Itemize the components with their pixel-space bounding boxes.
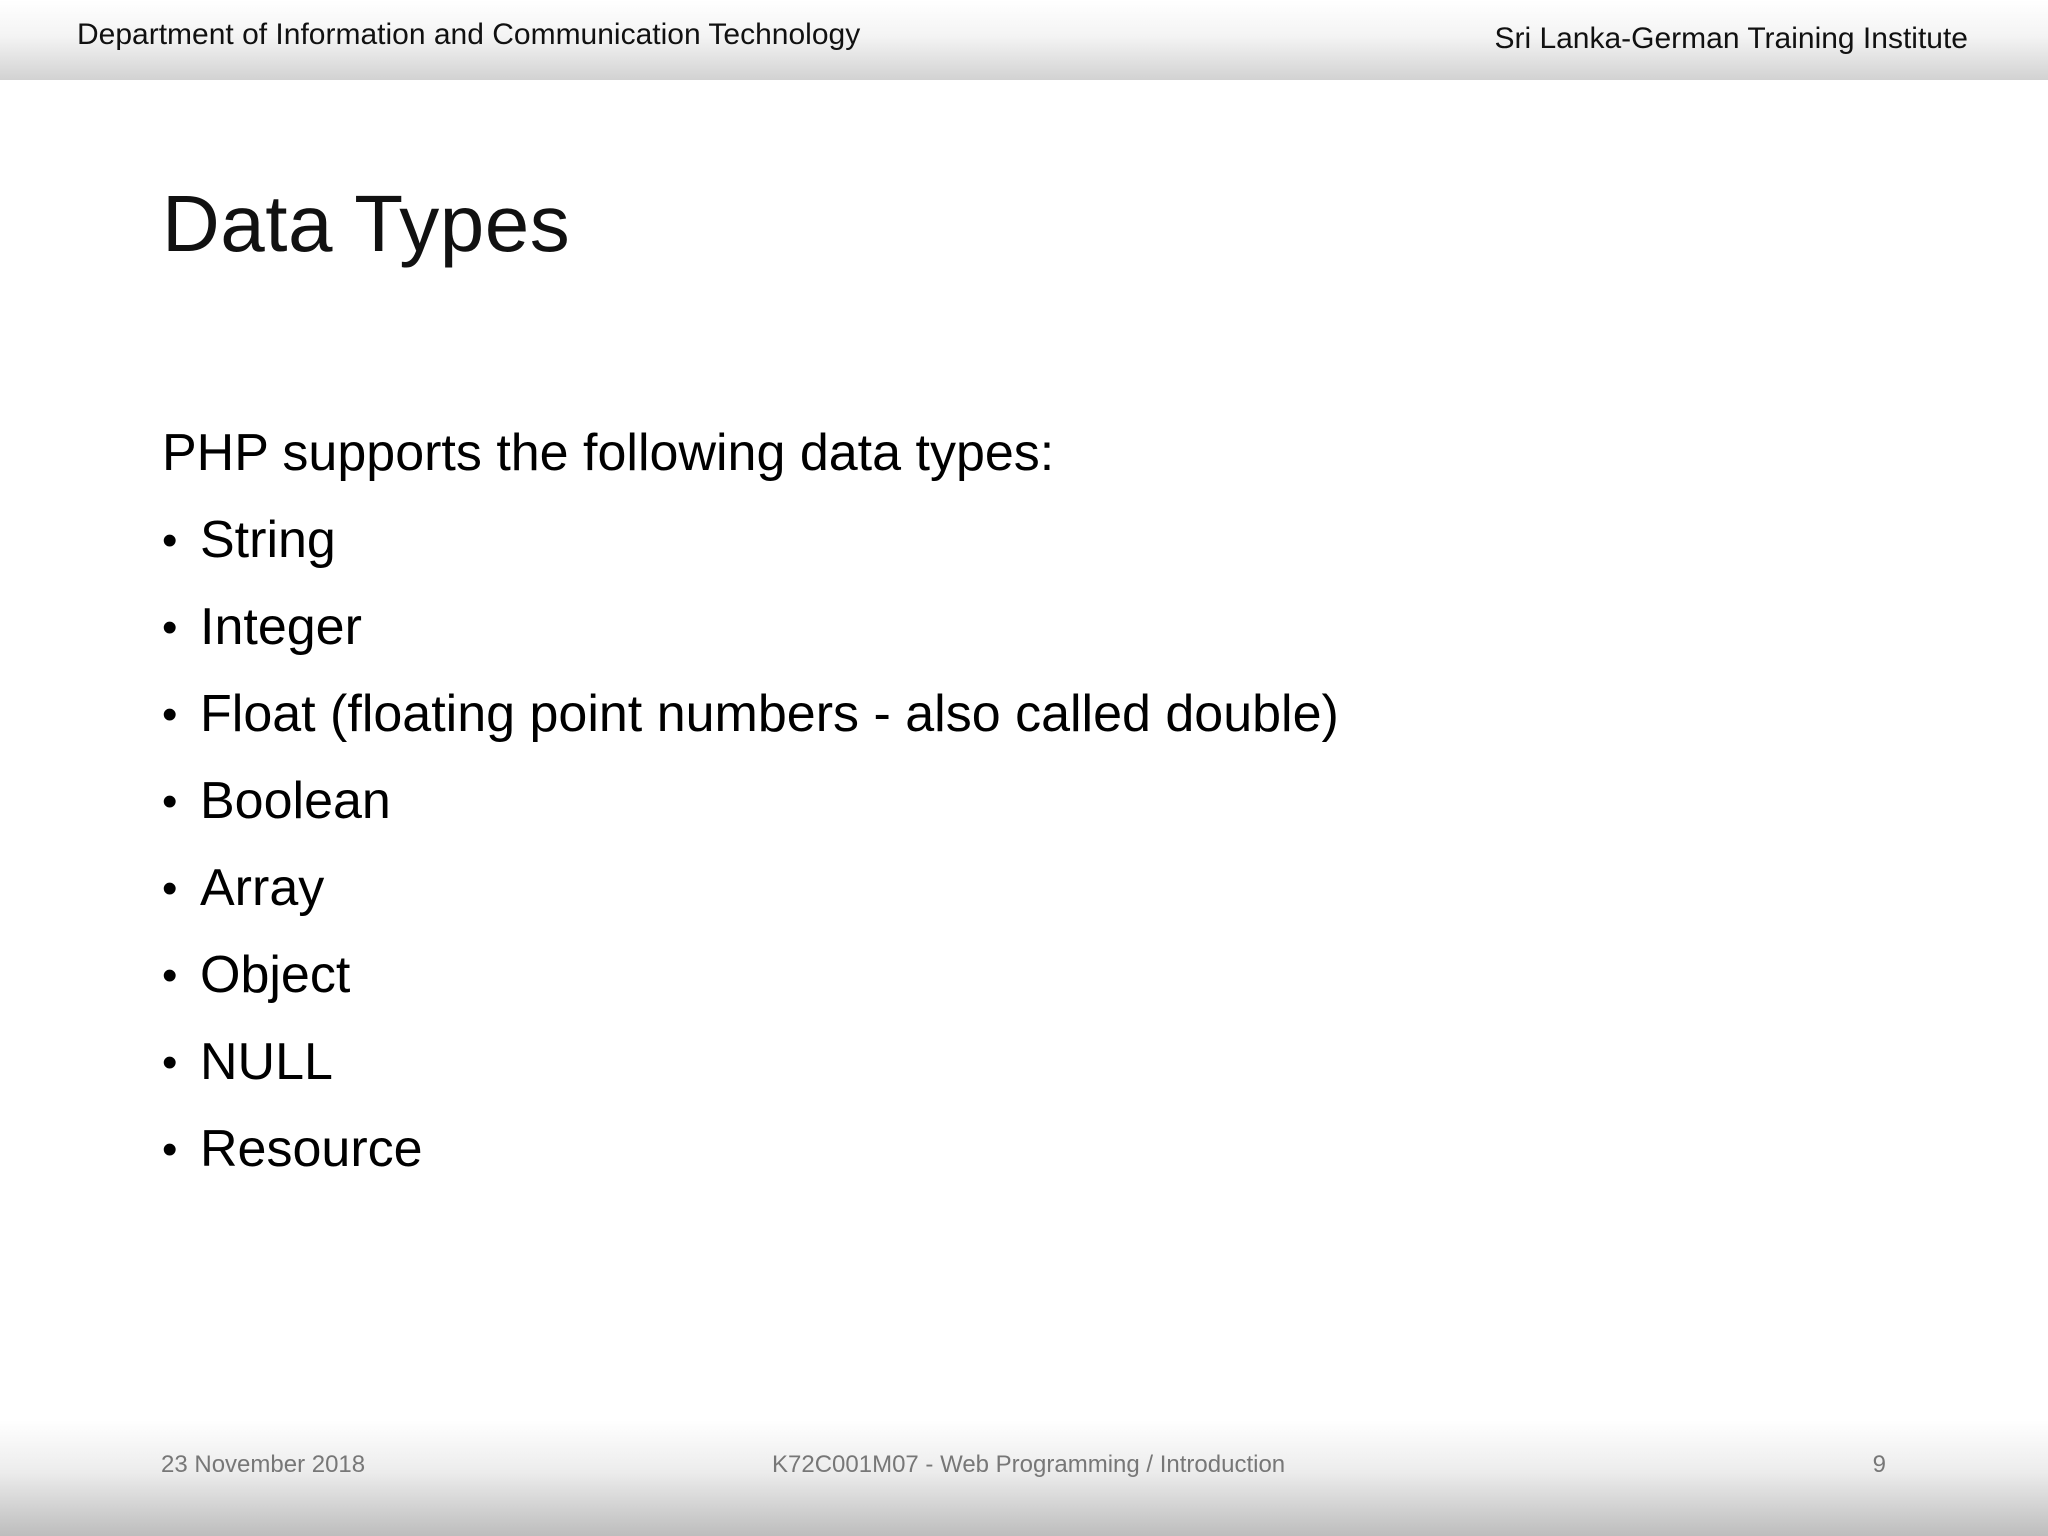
list-item-label: Resource [200,1120,423,1178]
slide-title: Data Types [162,179,571,268]
list-item-label: Array [200,859,325,917]
bullet-icon: • [162,516,178,565]
header-band [0,0,2048,80]
bullet-icon: • [162,603,178,652]
bullet-icon: • [162,1125,178,1174]
slide-content [162,410,1862,1193]
list-item-label: Object [200,946,351,1004]
list-item-label: Integer [200,598,362,656]
bullet-icon: • [162,951,178,1000]
list-item [162,1106,1862,1193]
bullet-icon: • [162,864,178,913]
footer-course: K72C001M07 - Web Programming / Introduction [772,1451,1286,1478]
list-item-label: String [200,511,336,569]
list-item [162,1019,1862,1106]
list-item-label: Boolean [200,772,391,830]
data-types-list [162,497,1862,1193]
list-item [162,758,1862,845]
list-item [162,845,1862,932]
header-department: Department of Information and Communication Technology [77,18,861,51]
footer-date: 23 November 2018 [161,1451,366,1478]
bullet-icon: • [162,1038,178,1087]
list-item-label: Float (floating point numbers - also called double) [200,685,1339,743]
list-item [162,497,1862,584]
page-number: 9 [1872,1451,1886,1478]
header-institute: Sri Lanka-German Training Institute [1494,22,1968,55]
list-item [162,932,1862,1019]
list-item [162,584,1862,671]
bullet-icon: • [162,690,178,739]
intro-text: PHP supports the following data types: [162,424,1055,482]
bullet-icon: • [162,777,178,826]
list-item-label: NULL [200,1033,333,1091]
list-item [162,671,1862,758]
